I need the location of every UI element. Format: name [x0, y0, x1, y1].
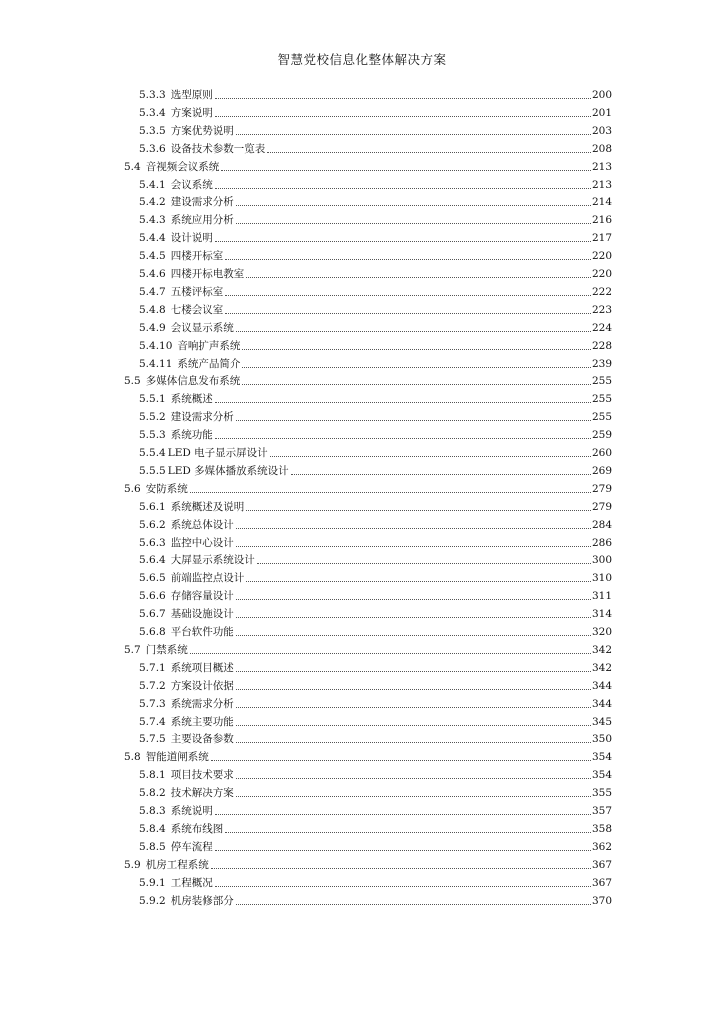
toc-entry[interactable] — [139, 337, 612, 353]
toc-entry[interactable] — [139, 784, 612, 800]
toc-entry-page-number: 220 — [591, 268, 612, 280]
toc-entry[interactable] — [124, 748, 612, 764]
toc-dot-leader — [215, 401, 591, 403]
toc-entry-number: 5.6.8 — [139, 626, 166, 638]
toc-entry-number: 5.7.4 — [139, 715, 166, 728]
toc-entry-page-number: 213 — [591, 178, 612, 191]
toc-dot-leader — [215, 115, 591, 117]
toc-entry-title: 系统概述 — [170, 393, 213, 406]
toc-entry-page-number: 269 — [591, 464, 612, 477]
toc-entry-title: 设备技术参数一览表 — [170, 142, 266, 155]
toc-entry-number: 5.6.1 — [139, 500, 166, 513]
toc-entry[interactable] — [139, 355, 612, 371]
toc-entry[interactable] — [139, 390, 612, 406]
toc-entry[interactable] — [139, 874, 612, 890]
toc-entry-title: 门禁系统 — [145, 643, 188, 656]
toc-entry-number: 5.5.4 — [139, 447, 166, 459]
toc-dot-leader — [236, 545, 591, 547]
toc-entry-page-number: 320 — [591, 626, 612, 638]
toc-entry-page-number: 239 — [591, 357, 612, 370]
toc-entry-page-number: 354 — [591, 769, 612, 782]
toc-entry-number: 5.7.1 — [139, 661, 166, 674]
toc-entry[interactable] — [139, 211, 612, 227]
toc-entry[interactable] — [139, 534, 612, 550]
toc-entry-number: 5.9.2 — [139, 894, 166, 907]
toc-entry-title: 安防系统 — [145, 482, 188, 495]
toc-dot-leader — [225, 294, 591, 296]
toc-dot-leader — [236, 419, 591, 421]
toc-entry[interactable] — [139, 516, 612, 532]
page-title: 智慧党校信息化整体解决方案 — [277, 52, 447, 67]
toc-entry-number: 5.4.11 — [139, 357, 173, 370]
toc-entry-page-number: 259 — [591, 429, 612, 442]
toc-entry-number: 5.7.3 — [139, 697, 166, 710]
toc-entry[interactable] — [139, 86, 612, 102]
toc-entry-number: 5.6 — [124, 482, 141, 495]
toc-entry-page-number: 357 — [591, 805, 612, 817]
toc-entry-number: 5.7.5 — [139, 733, 166, 746]
toc-entry-number: 5.8 — [124, 751, 141, 764]
toc-dot-leader — [242, 348, 591, 350]
toc-entry-page-number: 228 — [591, 339, 612, 352]
toc-entry-number: 5.6.4 — [139, 554, 166, 567]
toc-entry[interactable] — [139, 695, 612, 711]
toc-entry-title: 系统概述及说明 — [170, 500, 245, 513]
toc-entry-number: 5.5.1 — [139, 393, 166, 406]
toc-entry-title: 智能道闸系统 — [145, 751, 209, 764]
toc-entry-number: 5.4.8 — [139, 303, 166, 316]
toc-entry[interactable] — [139, 730, 612, 746]
toc-entry-page-number: 255 — [591, 393, 612, 406]
toc-entry-title: 平台软件功能 — [170, 626, 234, 638]
toc-entry-number: 5.4.6 — [139, 268, 166, 280]
toc-dot-leader — [236, 634, 591, 636]
toc-dot-leader — [221, 169, 591, 171]
toc-entry-page-number: 279 — [591, 482, 612, 495]
toc-entry-page-number: 255 — [591, 411, 612, 424]
toc-entry[interactable] — [139, 247, 612, 263]
toc-entry-number: 5.8.5 — [139, 840, 166, 853]
toc-entry-page-number: 342 — [591, 661, 612, 674]
toc-entry-page-number: 310 — [591, 572, 612, 585]
toc-entry-title: 音响扩声系统 — [177, 339, 241, 352]
toc-entry[interactable] — [139, 229, 612, 245]
toc-entry-page-number: 344 — [591, 679, 612, 692]
toc-entry-number: 5.8.3 — [139, 805, 166, 817]
toc-entry-page-number: 216 — [591, 214, 612, 227]
toc-entry-page-number: 314 — [591, 608, 612, 621]
toc-entry-title: 建设需求分析 — [170, 196, 234, 209]
toc-entry[interactable] — [139, 193, 612, 209]
toc-entry-title: 会议显示系统 — [170, 321, 234, 334]
toc-entry-title: 选型原则 — [170, 89, 213, 101]
toc-entry[interactable] — [139, 587, 612, 603]
toc-entry-title: 停车流程 — [170, 840, 213, 853]
toc-entry[interactable] — [139, 426, 612, 442]
toc-dot-leader — [246, 580, 591, 582]
toc-entry-title: 机房工程系统 — [145, 858, 209, 871]
toc-entry[interactable] — [124, 856, 612, 872]
toc-entry-page-number: 311 — [591, 590, 612, 603]
toc-entry-title: 系统应用分析 — [170, 214, 234, 227]
toc-entry[interactable] — [139, 176, 612, 192]
toc-entry[interactable] — [139, 569, 612, 585]
toc-dot-leader — [270, 455, 591, 457]
toc-entry-number: 5.5 — [124, 375, 141, 388]
toc-dot-leader — [236, 903, 591, 905]
toc-dot-leader — [215, 849, 591, 851]
toc-entry-number: 5.4.7 — [139, 285, 166, 298]
toc-dot-leader — [246, 276, 591, 278]
toc-entry[interactable] — [139, 462, 612, 478]
toc-entry-title: 四楼开标室 — [170, 250, 224, 263]
toc-entry-number: 5.6.7 — [139, 608, 166, 621]
toc-entry-title: 系统说明 — [170, 805, 213, 817]
toc-dot-leader — [215, 885, 591, 887]
toc-entry-page-number: 358 — [591, 822, 612, 835]
toc-entry-number: 5.8.4 — [139, 822, 166, 835]
toc-dot-leader — [211, 759, 591, 761]
toc-dot-leader — [236, 330, 591, 332]
toc-entry[interactable] — [124, 641, 612, 657]
toc-entry-number: 5.8.2 — [139, 787, 166, 800]
toc-entry-number: 5.5.2 — [139, 411, 166, 424]
toc-entry[interactable] — [139, 301, 612, 317]
toc-entry-number: 5.9.1 — [139, 876, 166, 889]
toc-entry-page-number: 362 — [591, 840, 612, 853]
toc-entry-page-number: 350 — [591, 733, 612, 746]
toc-entry-number: 5.4.2 — [139, 196, 166, 209]
toc-dot-leader — [236, 616, 591, 618]
toc-dot-leader — [190, 491, 591, 493]
toc-dot-leader — [246, 509, 591, 511]
toc-entry-title: 系统主要功能 — [170, 715, 234, 728]
toc-entry-title: 系统产品简介 — [177, 357, 241, 370]
toc-dot-leader — [236, 222, 591, 224]
toc-entry[interactable] — [139, 265, 612, 281]
toc-entry[interactable] — [139, 408, 612, 424]
toc-dot-leader — [236, 777, 591, 779]
toc-entry-title: 系统总体设计 — [170, 518, 234, 531]
toc-entry-title: 建设需求分析 — [170, 411, 234, 424]
toc-entry-title: 设计说明 — [170, 232, 213, 245]
toc-entry-title: 主要设备参数 — [170, 733, 234, 746]
toc-dot-leader — [291, 473, 591, 475]
toc-entry-title: 项目技术要求 — [170, 769, 234, 782]
toc-dot-leader — [236, 133, 591, 135]
toc-entry-title: 方案说明 — [170, 106, 213, 119]
toc-dot-leader — [236, 204, 591, 206]
toc-entry-page-number: 284 — [591, 518, 612, 531]
toc-dot-leader — [236, 706, 591, 708]
toc-entry-title: 监控中心设计 — [170, 536, 234, 549]
toc-entry-number: 5.5.3 — [139, 429, 166, 442]
toc-entry-page-number: 286 — [591, 536, 612, 549]
toc-entry-number: 5.3.4 — [139, 106, 166, 119]
toc-entry[interactable] — [139, 659, 612, 675]
toc-entry-number: 5.7.2 — [139, 679, 166, 692]
toc-entry-page-number: 367 — [591, 876, 612, 889]
toc-entry-page-number: 214 — [591, 196, 612, 209]
toc-dot-leader — [267, 151, 591, 153]
toc-entry-page-number: 213 — [591, 160, 612, 173]
toc-entry-title: 工程概况 — [170, 876, 213, 889]
toc-entry-title: 会议系统 — [170, 178, 213, 191]
toc-entry-page-number: 208 — [591, 142, 612, 155]
toc-entry-title: 四楼开标电教室 — [170, 268, 245, 280]
toc-entry-page-number: 279 — [591, 500, 612, 513]
toc-dot-leader — [190, 652, 591, 654]
toc-dot-leader — [236, 741, 591, 743]
toc-entry-title: 方案设计依据 — [170, 679, 234, 692]
toc-entry-title: 系统项目概述 — [170, 661, 234, 674]
toc-dot-leader — [225, 312, 591, 314]
toc-dot-leader — [236, 724, 591, 726]
toc-dot-leader — [236, 598, 591, 600]
toc-entry[interactable] — [139, 623, 612, 639]
toc-entry[interactable] — [139, 104, 612, 120]
toc-entry-title: 存储容量设计 — [170, 590, 234, 603]
toc-entry-number: 5.7 — [124, 643, 141, 656]
toc-entry[interactable] — [139, 319, 612, 335]
toc-entry-page-number: 345 — [591, 715, 612, 728]
toc-entry-title: 系统布线图 — [170, 822, 224, 835]
toc-entry-page-number: 370 — [591, 894, 612, 907]
toc-entry[interactable] — [139, 713, 612, 729]
toc-entry-page-number: 224 — [591, 321, 612, 334]
toc-entry-number: 5.5.5 — [139, 464, 166, 477]
toc-entry-title: 系统需求分析 — [170, 697, 234, 710]
toc-entry-page-number: 255 — [591, 375, 612, 388]
toc-entry-page-number: 222 — [591, 285, 612, 298]
toc-entry[interactable] — [139, 122, 612, 138]
toc-dot-leader — [215, 437, 591, 439]
toc-entry-page-number: 367 — [591, 858, 612, 871]
toc-entry[interactable] — [139, 802, 612, 818]
toc-entry-title: 基础设施设计 — [170, 608, 234, 621]
toc-entry[interactable] — [139, 892, 612, 908]
toc-entry-page-number: 300 — [591, 554, 612, 567]
toc-entry[interactable] — [124, 158, 612, 174]
toc-dot-leader — [211, 867, 591, 869]
toc-dot-leader — [215, 187, 591, 189]
toc-entry-page-number: 217 — [591, 232, 612, 245]
toc-entry-title: LED 多媒体播放系统设计 — [167, 464, 289, 477]
toc-dot-leader — [242, 366, 591, 368]
toc-entry-page-number: 260 — [591, 447, 612, 459]
toc-entry[interactable] — [139, 140, 612, 156]
toc-dot-leader — [215, 240, 591, 242]
toc-entry-page-number: 223 — [591, 303, 612, 316]
toc-entry[interactable] — [139, 677, 612, 693]
toc-entry-title: 大屏显示系统设计 — [170, 554, 255, 567]
toc-entry-number: 5.8.1 — [139, 769, 166, 782]
toc-entry[interactable] — [124, 480, 612, 496]
toc-entry-title: LED 电子显示屏设计 — [167, 447, 268, 459]
toc-dot-leader — [236, 670, 591, 672]
toc-dot-leader — [242, 383, 591, 385]
toc-entry-page-number: 344 — [591, 697, 612, 710]
toc-entry-number: 5.4.10 — [139, 339, 173, 352]
toc-entry-title: 五楼评标室 — [170, 285, 224, 298]
toc-entry-title: 七楼会议室 — [170, 303, 224, 316]
toc-entry-number: 5.4.1 — [139, 178, 166, 191]
toc-entry[interactable] — [139, 838, 612, 854]
toc-dot-leader — [225, 831, 591, 833]
toc-entry-title: 机房装修部分 — [170, 894, 234, 907]
toc-entry-number: 5.6.2 — [139, 518, 166, 531]
toc-dot-leader — [236, 795, 591, 797]
toc-entry-number: 5.4 — [124, 160, 141, 173]
toc-entry[interactable] — [139, 498, 612, 514]
toc-entry[interactable] — [139, 605, 612, 621]
toc-entry-title: 技术解决方案 — [170, 787, 234, 800]
toc-dot-leader — [257, 562, 591, 564]
toc-entry-number: 5.3.6 — [139, 142, 166, 155]
toc-entry-page-number: 220 — [591, 250, 612, 263]
toc-entry-number: 5.4.3 — [139, 214, 166, 227]
toc-entry-page-number: 201 — [591, 106, 612, 119]
toc-entry[interactable] — [139, 444, 612, 460]
toc-dot-leader — [215, 97, 591, 99]
toc-entry[interactable] — [139, 820, 612, 836]
toc-entry-page-number: 203 — [591, 124, 612, 137]
toc-dot-leader — [225, 258, 591, 260]
toc-entry-number: 5.4.9 — [139, 321, 166, 334]
toc-entry-number: 5.4.5 — [139, 250, 166, 263]
toc-entry-page-number: 355 — [591, 787, 612, 800]
toc-entry-number: 5.3.3 — [139, 89, 166, 101]
toc-entry[interactable] — [139, 766, 612, 782]
toc-entry-number: 5.6.6 — [139, 590, 166, 603]
toc-entry-number: 5.3.5 — [139, 124, 166, 137]
toc-entry[interactable] — [139, 551, 612, 567]
toc-entry-page-number: 354 — [591, 751, 612, 764]
toc-entry[interactable] — [124, 372, 612, 388]
toc-dot-leader — [215, 813, 591, 815]
toc-dot-leader — [236, 688, 591, 690]
toc-entry-title: 多媒体信息发布系统 — [145, 375, 241, 388]
toc-entry-page-number: 200 — [591, 89, 612, 101]
toc-entry-number: 5.6.3 — [139, 536, 166, 549]
toc-entry-number: 5.6.5 — [139, 572, 166, 585]
toc-entry-title: 前端监控点设计 — [170, 572, 245, 585]
toc-dot-leader — [236, 527, 591, 529]
toc-entry-number: 5.4.4 — [139, 232, 166, 245]
toc-entry-title: 系统功能 — [170, 429, 213, 442]
toc-entry-number: 5.9 — [124, 858, 141, 871]
toc-entry-title: 方案优势说明 — [170, 124, 234, 137]
toc-entry[interactable] — [139, 283, 612, 299]
toc-entry-title: 音视频会议系统 — [145, 160, 220, 173]
toc-entry-page-number: 342 — [591, 643, 612, 656]
